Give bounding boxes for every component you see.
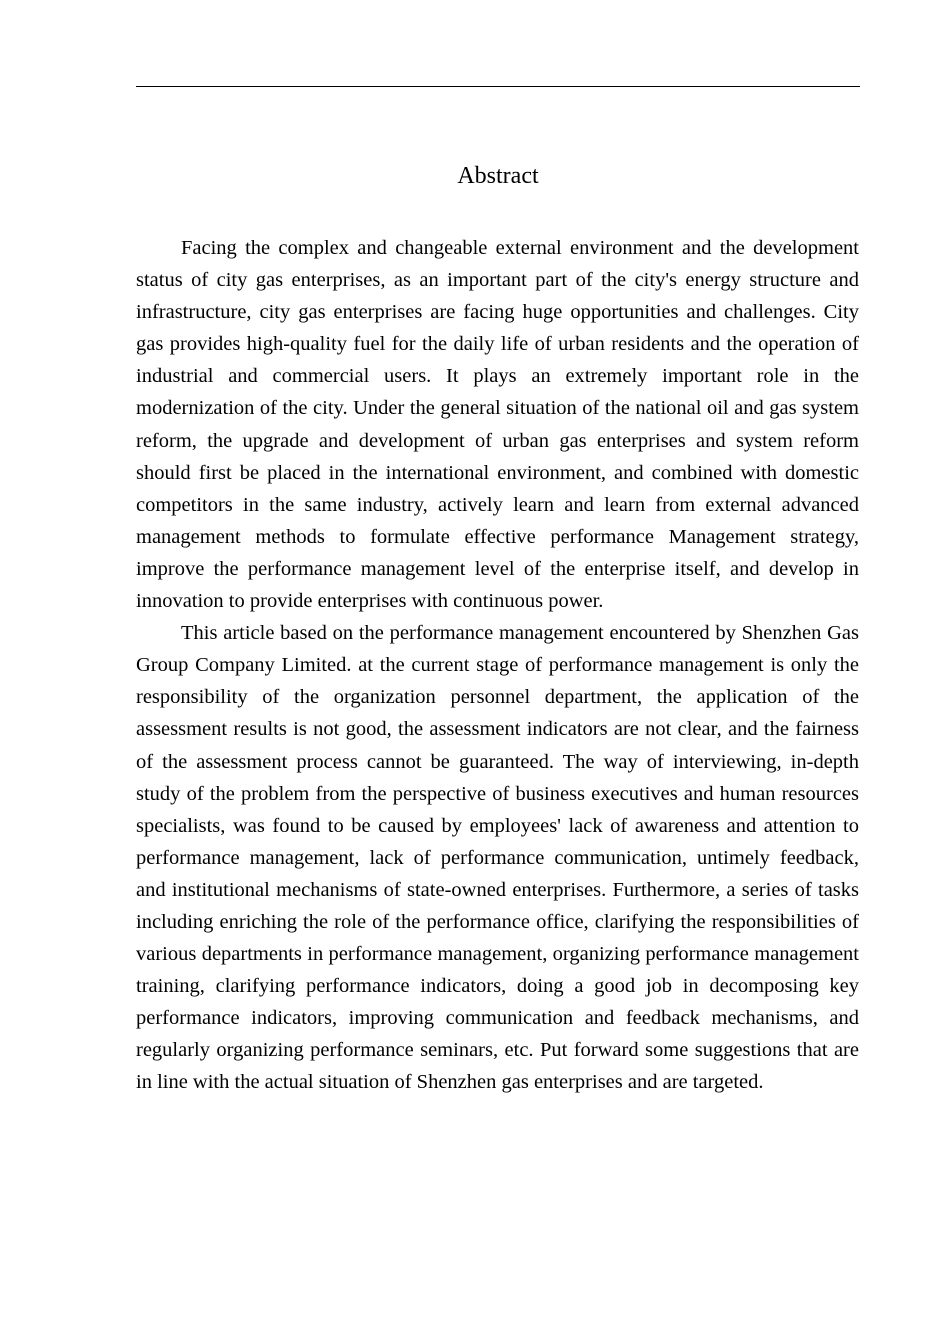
- header-rule: [136, 86, 860, 87]
- page-title: Abstract: [457, 163, 539, 189]
- abstract-paragraph-1: Facing the complex and changeable external environment and the development status of city gas enterprises, as an important part of the city's energy structure and infrastructure, city gas enterprises are facing huge opportunities and challenges. City gas provides high-quality fuel for the daily life of urban residents and the operation of industrial and commercial users. It plays an extremely important role in the modernization of the city. Under the general situation of the national oil and gas system reform, the upgrade and development of urban gas enterprises and system reform should first be placed in the international environment, and combined with domestic competitors in the same industry, actively learn and learn from external advanced management methods to formulate effective performance Management strategy, improve the performance management level of the enterprise itself, and develop in innovation to provide enterprises with continuous power.: [136, 237, 859, 613]
- abstract-paragraph-2: This article based on the performance management encountered by Shenzhen Gas Group Company Limited. at the current stage of performance management is only the responsibility of the organization personnel department, the application of the assessment results is not good, the assessment indicators are not clear, and the fairness of the assessment process cannot be guaranteed. The way of interviewing, in-depth study of the problem from the perspective of business executives and human resources specialists, was found to be caused by employees' lack of awareness and attention to performance management, lack of performance communication, untimely feedback, and institutional mechanisms of state-owned enterprises. Furthermore, a series of tasks including enriching the role of the performance office, clarifying the responsibilities of various departments in performance management, organizing performance management training, clarifying performance indicators, doing a good job in decomposing key performance indicators, improving communication and feedback mechanisms, and regularly organizing performance seminars, etc. Put forward some suggestions that are in line with the actual situation of Shenzhen gas enterprises and are targeted.: [136, 622, 859, 1094]
- abstract-body: [136, 232, 859, 1099]
